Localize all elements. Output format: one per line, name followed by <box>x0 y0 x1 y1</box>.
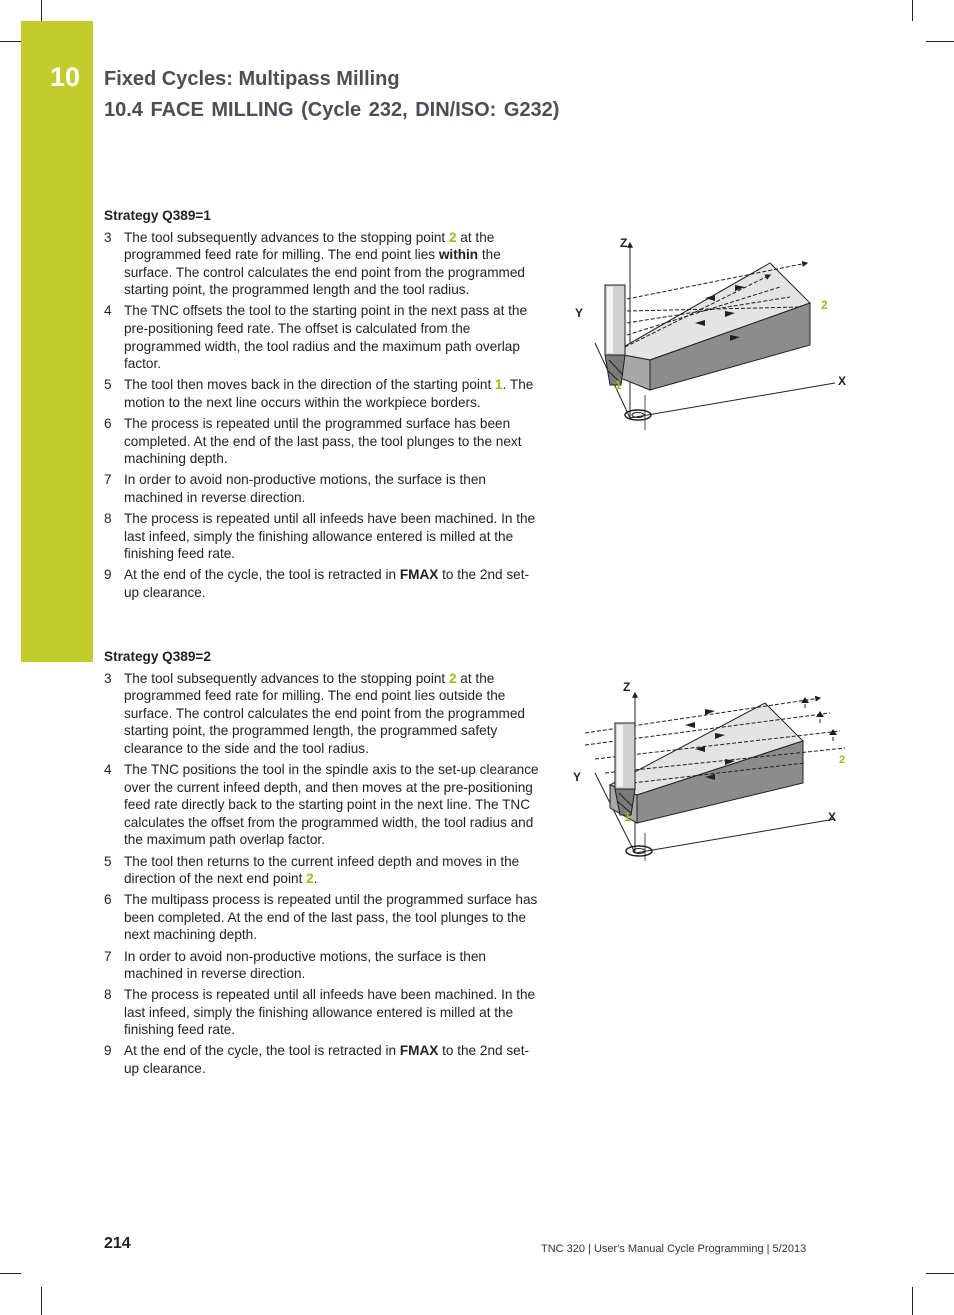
text-run: The TNC positions the tool in the spindle axis to the set-up clearance over the current infeed depth, and then moves at the pre-positioning feed rate directly back to the starting point in the next line. The TNC calculates the offset from the programmed width, the tool radius and the maximum path overlap factor. <box>124 762 539 848</box>
point-reference: 2 <box>306 871 314 887</box>
step-number: 8 <box>104 511 112 526</box>
step-number: 6 <box>104 892 112 908</box>
text-run: the surface. The control calculates the end point from the programmed starting point, the programmed length and the tool radius. <box>124 247 525 298</box>
step-item <box>104 891 544 944</box>
x-axis-label: X <box>828 810 837 824</box>
step-item <box>104 302 544 372</box>
face-milling-diagram-strategy-1 <box>565 225 865 440</box>
step-item <box>104 853 544 888</box>
crop-mark <box>926 41 954 42</box>
text-run: The process is repeated until the programmed surface has been completed. At the end of the last pass, the tool plunges to the next machining depth. <box>124 416 522 467</box>
face-milling-diagram-strategy-2 <box>565 673 865 868</box>
step-item <box>104 1042 544 1077</box>
text-run: The tool subsequently advances to the stopping point <box>124 670 449 686</box>
step-text <box>124 416 522 466</box>
step-item <box>104 415 544 468</box>
step-number: 4 <box>104 762 112 778</box>
step-text <box>124 854 519 887</box>
crop-mark <box>41 1287 42 1315</box>
step-number: 4 <box>104 303 112 319</box>
emphasis-text: FMAX <box>399 1043 439 1059</box>
point-1-label: 1 <box>615 378 622 392</box>
point-reference: 1 <box>495 377 503 393</box>
step-number: 5 <box>104 853 112 869</box>
text-run: . The motion to the next line occurs within the workpiece borders. <box>124 377 534 410</box>
point-1-label: 1 <box>624 810 631 824</box>
chapter-title: Fixed Cycles: Multipass Milling <box>104 68 400 90</box>
point-reference: 2 <box>448 229 457 245</box>
step-text <box>124 987 535 1037</box>
step-text <box>124 892 537 942</box>
step-number: 6 <box>104 416 112 432</box>
strategy-1-heading: Strategy Q389=1 <box>104 208 211 223</box>
crop-mark <box>41 0 42 21</box>
text-run: In order to avoid non-productive motions, the surface is then machined in reverse direction. <box>124 472 486 505</box>
crop-mark <box>912 0 913 21</box>
emphasis-text: within <box>438 247 479 263</box>
point-reference: 2 <box>448 670 457 686</box>
text-run: At the end of the cycle, the tool is retracted in <box>124 567 400 583</box>
chapter-sidebar <box>21 21 93 662</box>
text-run: The tool subsequently advances to the stopping point <box>124 229 449 245</box>
strategy-2-heading: Strategy Q389=2 <box>104 649 211 664</box>
manual-title: TNC 320 | User's Manual Cycle Programming | 5/2013 <box>541 1243 807 1255</box>
step-item <box>104 471 544 506</box>
crop-mark <box>926 1273 954 1274</box>
point-2-label: 2 <box>839 754 846 766</box>
step-item <box>104 986 544 1039</box>
step-number: 9 <box>104 567 112 583</box>
crop-mark <box>0 1273 21 1274</box>
step-number: 7 <box>104 948 112 964</box>
x-axis-label: X <box>838 374 847 388</box>
text-run: at the programmed feed rate for milling. The end point lies outside the surface. The control calculates the end point from the programmed starting point, the programmed length, the programmed safety clearance to the side and the tool radius. <box>124 670 525 756</box>
step-item <box>104 229 544 299</box>
text-run: The process is repeated until all infeeds have been machined. In the last infeed, simply the finishing allowance entered is milled at the finishing feed rate. <box>124 511 536 562</box>
y-axis-label: Y <box>575 306 584 320</box>
step-item <box>104 948 544 983</box>
text-run: The TNC offsets the tool to the starting point in the next pass at the pre-positioning feed rate. The offset is calculated from the programmed width, the tool radius and the maximum path overlap factor. <box>124 303 528 372</box>
step-item <box>104 510 544 563</box>
text-run: The process is repeated until all infeeds have been machined. In the last infeed, simply the finishing allowance entered is milled at the finishing feed rate. <box>124 987 536 1038</box>
step-text <box>124 377 533 410</box>
chapter-number: 10 <box>50 62 81 92</box>
step-item <box>104 376 544 411</box>
z-axis-label: Z <box>620 236 628 250</box>
step-text <box>124 303 527 371</box>
strategy-2-section <box>104 648 544 1081</box>
strategy-1-section <box>104 207 544 605</box>
step-number: 8 <box>104 987 112 1003</box>
step-number: 3 <box>104 229 112 245</box>
text-run: At the end of the cycle, the tool is retracted in <box>124 1043 400 1059</box>
crop-mark <box>912 1287 913 1315</box>
text-run: at the programmed feed rate for milling. The end point lies <box>124 229 495 263</box>
z-axis-label: Z <box>623 680 631 694</box>
text-run: The tool then moves back in the direction of the starting point <box>124 377 496 393</box>
strategy-2-steps <box>104 670 544 1078</box>
page-number: 214 <box>104 1235 131 1252</box>
step-text <box>124 949 486 982</box>
step-item <box>104 670 544 758</box>
point-2-label: 2 <box>821 298 828 312</box>
text-run: In order to avoid non-productive motions, the surface is then machined in reverse direction. <box>124 948 486 982</box>
strategy-1-steps <box>104 229 544 602</box>
section-title: 10.4 FACE MILLING (Cycle 232, DIN/ISO: G232) <box>104 99 560 121</box>
step-text <box>124 511 535 561</box>
emphasis-text: FMAX <box>399 567 439 583</box>
text-run: to the 2nd set-up clearance. <box>124 567 530 600</box>
text-run: The multipass process is repeated until the programmed surface has been completed. At the end of the last pass, the tool plunges to the next machining depth. <box>124 892 538 943</box>
step-number: 7 <box>104 472 112 488</box>
step-text <box>124 671 525 756</box>
step-text <box>124 762 539 847</box>
crop-mark <box>0 41 21 42</box>
text-run: . <box>313 871 318 887</box>
step-text <box>124 1043 529 1076</box>
step-item <box>104 566 544 601</box>
y-axis-label: Y <box>573 770 582 784</box>
text-run: The tool then returns to the current infeed depth and moves in the direction of the next end point <box>124 853 520 887</box>
step-number: 9 <box>104 1043 112 1059</box>
step-text <box>124 230 525 298</box>
step-text <box>124 472 486 505</box>
step-number: 3 <box>104 670 112 686</box>
step-item <box>104 761 544 849</box>
step-text <box>124 567 529 600</box>
step-number: 5 <box>104 377 112 393</box>
text-run: to the 2nd set-up clearance. <box>124 1043 530 1077</box>
